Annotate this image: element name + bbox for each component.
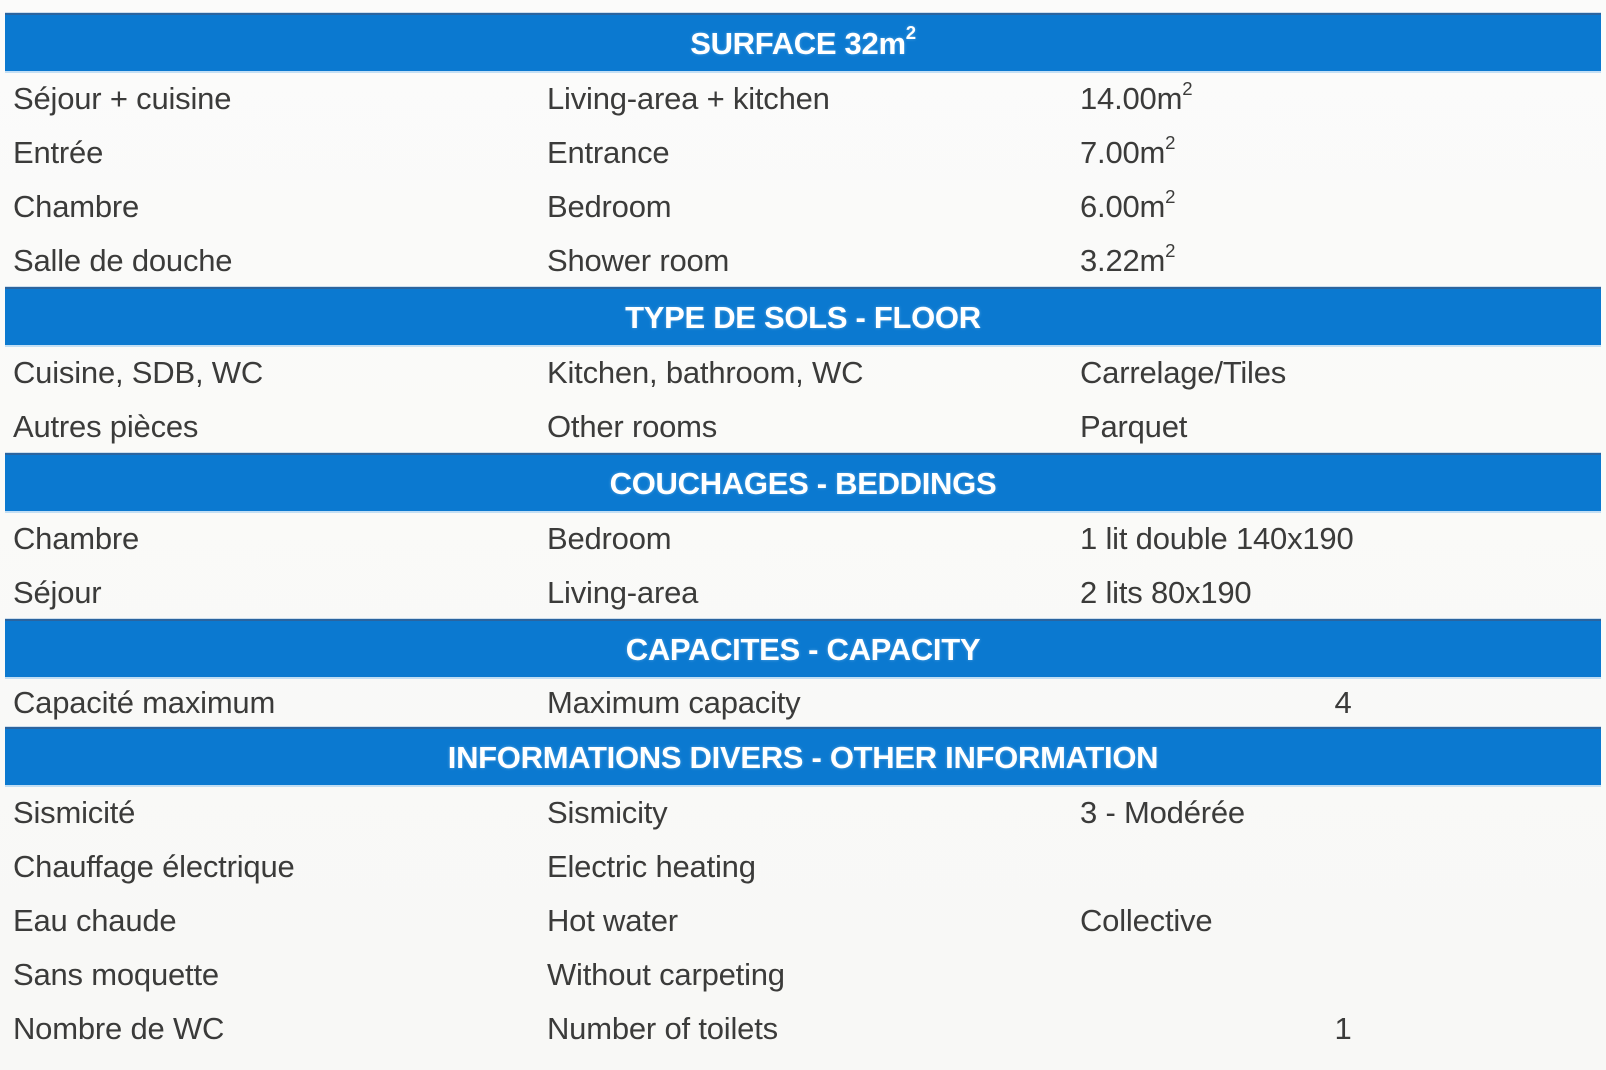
value: 1 [1334, 1010, 1352, 1046]
table-row-autres-pieces [0, 399, 1606, 453]
label-fr: Chambre [13, 520, 140, 556]
label-fr: Chambre [13, 188, 140, 224]
label-fr: Eau chaude [13, 902, 177, 938]
label-fr: Séjour + cuisine [13, 80, 232, 116]
section-header-other-information [5, 727, 1601, 785]
label-en: Number of toilets [547, 1010, 778, 1046]
label-fr: Capacité maximum [13, 684, 276, 720]
table-row-eau-chaude [0, 893, 1606, 947]
sqm-superscript: 2 [1165, 186, 1176, 208]
table-row-sans-moquette [0, 947, 1606, 1001]
label-fr: Séjour [13, 574, 102, 610]
section-header-capacity [5, 619, 1601, 677]
label-en: Living-area + kitchen [547, 80, 830, 116]
value: Collective [1080, 902, 1213, 938]
sqm-superscript: 2 [1165, 240, 1176, 262]
label-en: Without carpeting [547, 956, 785, 992]
table-row-chauffage-electrique [0, 839, 1606, 893]
table-row-cuisine-sdb-wc [0, 345, 1606, 399]
table-row-nombre-de-wc [0, 1001, 1606, 1055]
section-header-floor-label: TYPE DE SOLS - FLOOR [625, 299, 981, 335]
section-header-other-information-label: INFORMATIONS DIVERS - OTHER INFORMATION [447, 739, 1159, 775]
value: 4 [1334, 684, 1352, 720]
table-row-sismicite [0, 785, 1606, 839]
label-fr: Chauffage électrique [13, 848, 295, 884]
label-en: Shower room [547, 242, 730, 278]
table-row-salle-de-douche [0, 233, 1606, 287]
table-row-chambre-surface [0, 179, 1606, 233]
label-fr: Nombre de WC [13, 1010, 225, 1046]
section-header-floor [5, 287, 1601, 345]
sqm-superscript: 2 [1165, 132, 1176, 154]
value: 1 lit double 140x190 [1080, 520, 1354, 556]
table-row-entree [0, 125, 1606, 179]
label-en: Sismicity [547, 794, 668, 830]
value: 2 lits 80x190 [1080, 574, 1252, 610]
label-en: Other rooms [547, 408, 718, 444]
sqm-superscript: 2 [1182, 78, 1193, 100]
value: 3 - Modérée [1080, 794, 1245, 830]
value: $7.00m^2$ [1080, 132, 1176, 170]
section-header-capacity-label: CAPACITES - CAPACITY [625, 631, 981, 667]
label-en: Kitchen, bathroom, WC [547, 354, 864, 390]
table-row-capacite-maximum [0, 677, 1606, 727]
label-en: Maximum capacity [547, 684, 801, 720]
label-fr: Cuisine, SDB, WC [13, 354, 264, 390]
value: Carrelage/Tiles [1080, 354, 1287, 390]
table-row-chambre-bedding [0, 511, 1606, 565]
label-fr: Sismicité [13, 794, 136, 830]
section-header-surface [5, 13, 1601, 71]
section-header-beddings-label: COUCHAGES - BEDDINGS [609, 465, 997, 501]
value: $6.00m^2$ [1080, 186, 1176, 224]
section-header-beddings [5, 453, 1601, 511]
label-fr: Autres pièces [13, 408, 199, 444]
label-en: Living-area [547, 574, 699, 610]
table-row-sejour-bedding [0, 565, 1606, 619]
section-header-surface-label: SURFACE $32m^2$ [690, 22, 916, 61]
surface-superscript: 2 [905, 22, 916, 44]
label-en: Bedroom [547, 188, 672, 224]
label-fr: Salle de douche [13, 242, 233, 278]
label-en: Entrance [547, 134, 670, 170]
label-en: Bedroom [547, 520, 672, 556]
value: Parquet [1080, 408, 1188, 444]
table-row-sejour-cuisine [0, 71, 1606, 125]
value: $14.00m^2$ [1080, 78, 1193, 116]
value: $3.22m^2$ [1080, 240, 1176, 278]
label-en: Hot water [547, 902, 678, 938]
label-fr: Entrée [13, 134, 104, 170]
label-en: Electric heating [547, 848, 756, 884]
label-fr: Sans moquette [13, 956, 219, 992]
